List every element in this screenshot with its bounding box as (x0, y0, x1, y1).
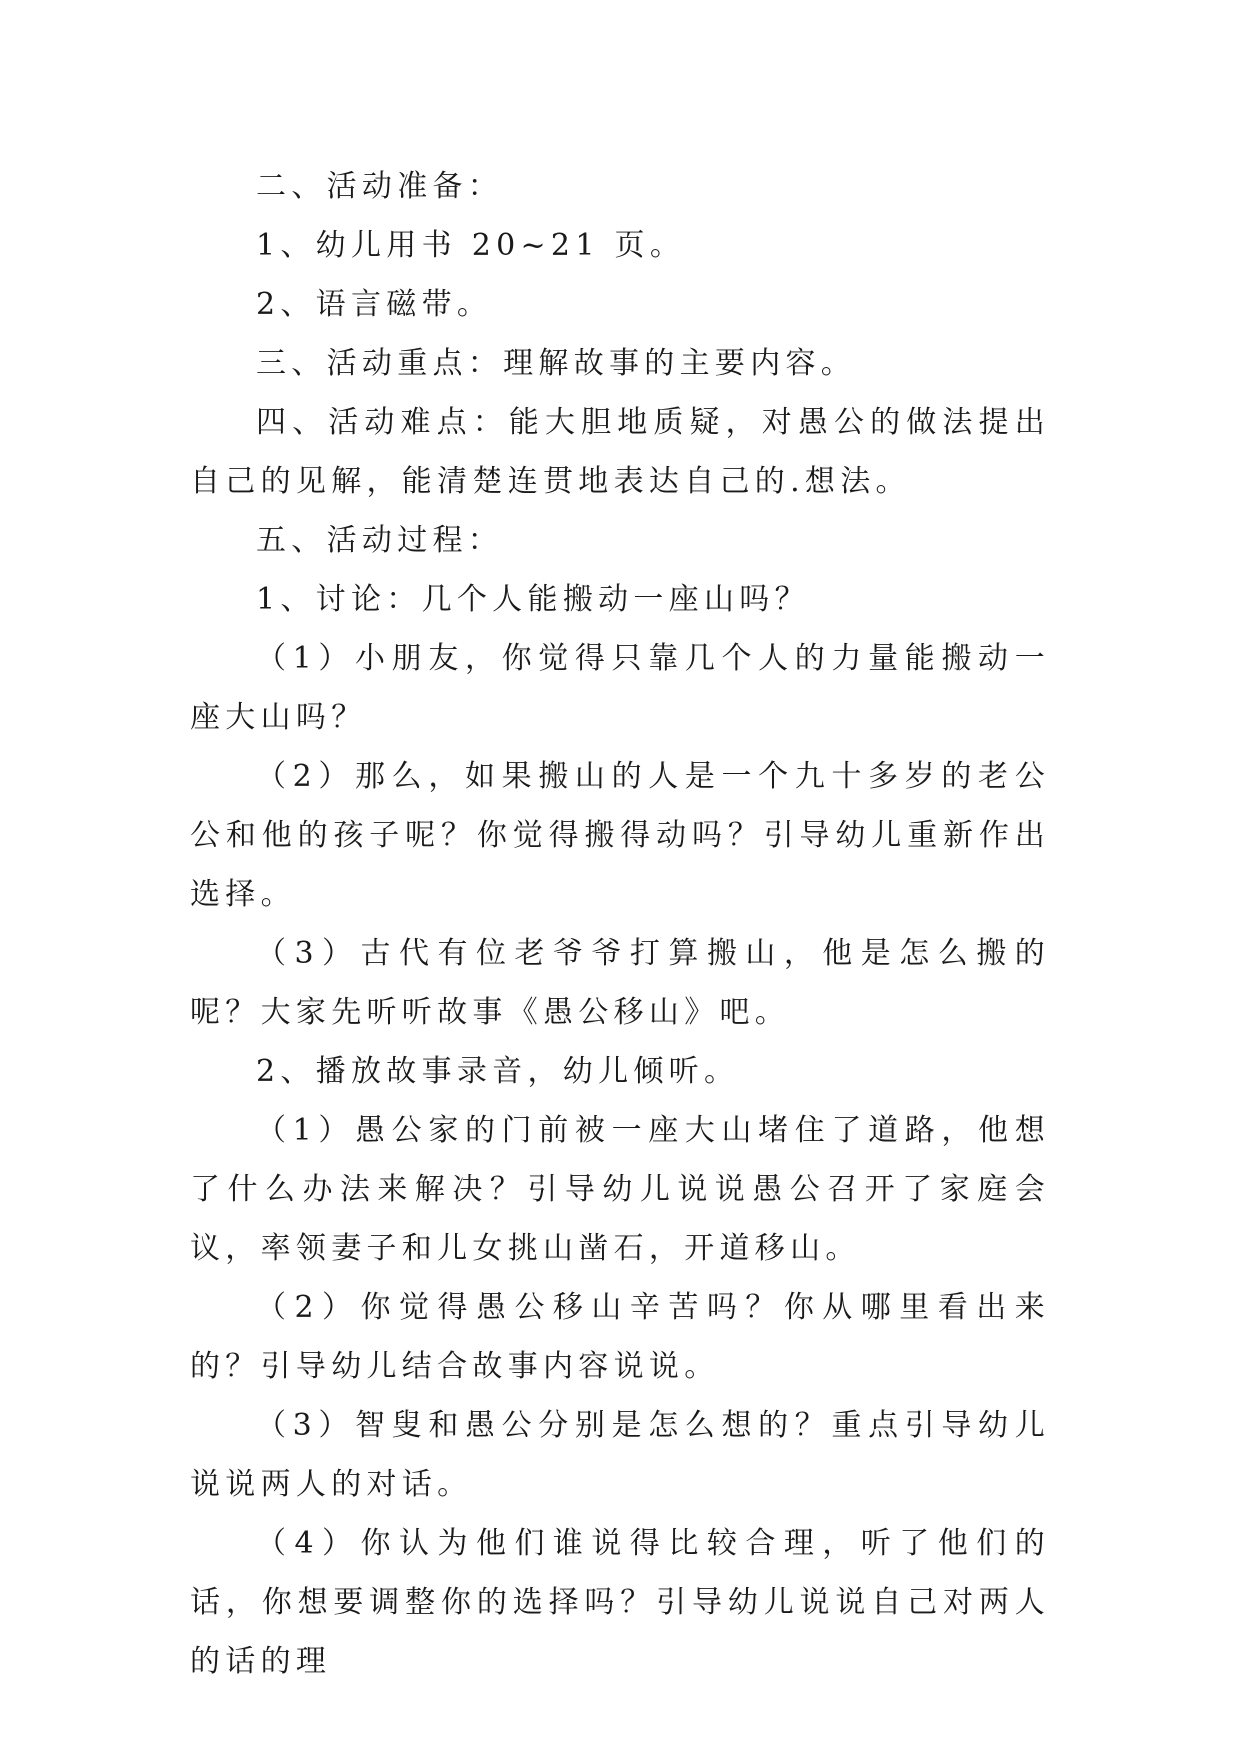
heading-activity-process: 五、活动过程： (256, 523, 504, 558)
heading-activity-focus: 三、活动重点：理解故事的主要内容。 (256, 346, 857, 381)
list-item: 1、讨论：几个人能搬动一座山吗？ (256, 582, 810, 617)
list-item: 2、播放故事录音，幼儿倾听。 (256, 1054, 740, 1089)
heading-activity-difficulty: 四、活动难点：能大胆地质疑，对愚公的做法提出自己的见解，能清楚连贯地表达自己的.想法。 (190, 405, 1050, 499)
list-item: （2）那么，如果搬山的人是一个九十多岁的老公公和他的孩子呢？你觉得搬得动吗？引导幼儿重新作出选择。 (190, 759, 1050, 912)
list-item: （1）小朋友，你觉得只靠几个人的力量能搬动一座大山吗？ (190, 641, 1050, 735)
list-item: （1）愚公家的门前被一座大山堵住了道路，他想了什么办法来解决？引导幼儿说说愚公召开了家庭会议，率领妻子和儿女挑山凿石，开道移山。 (190, 1113, 1050, 1266)
list-item: 2、语言磁带。 (256, 287, 493, 322)
list-item: （2）你觉得愚公移山辛苦吗？你从哪里看出来的？引导幼儿结合故事内容说说。 (190, 1290, 1050, 1384)
heading-activity-preparation: 二、活动准备： (256, 169, 504, 204)
list-item: （4）你认为他们谁说得比较合理，听了他们的话，你想要调整你的选择吗？引导幼儿说说自己对两人的话的理 (190, 1526, 1050, 1679)
list-item: （3）古代有位老爷爷打算搬山，他是怎么搬的呢？大家先听听故事《愚公移山》吧。 (190, 936, 1050, 1030)
document-body (190, 157, 1050, 1691)
list-item: 1、幼儿用书 20~21 页。 (256, 228, 686, 263)
list-item: （3）智叟和愚公分别是怎么想的？重点引导幼儿说说两人的对话。 (190, 1408, 1050, 1502)
